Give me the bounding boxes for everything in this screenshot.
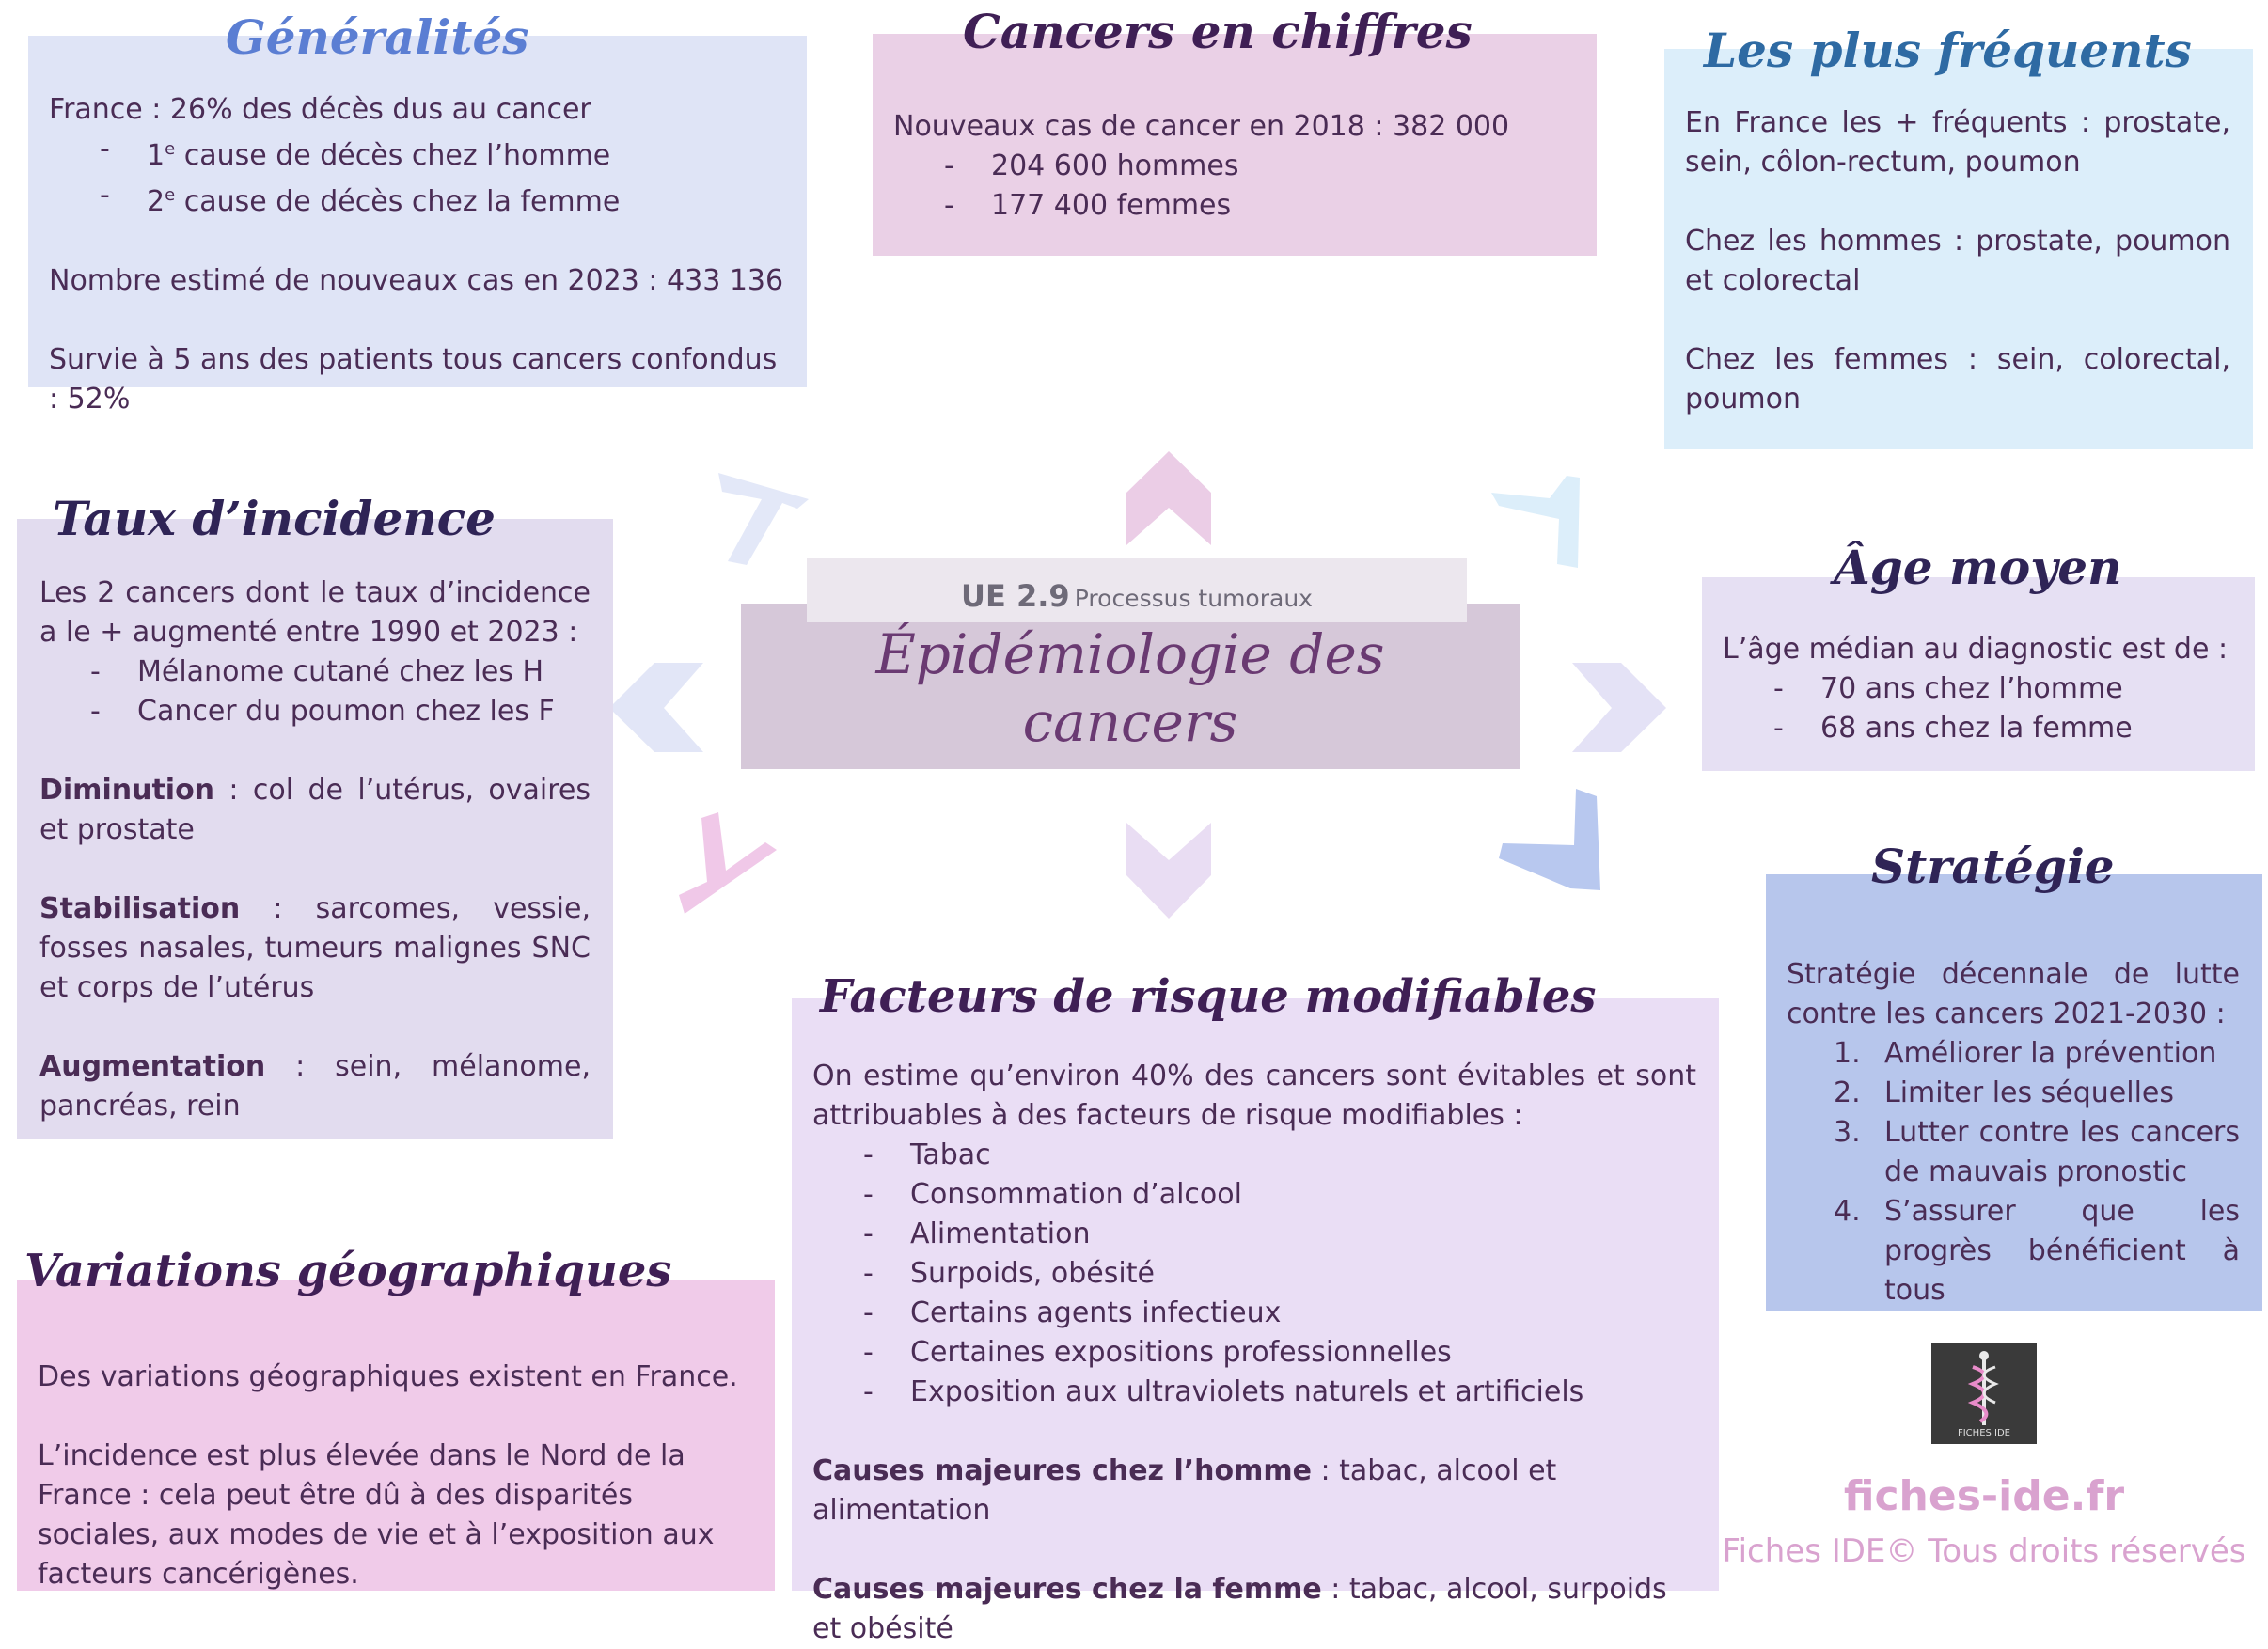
incidence-text (39, 573, 591, 1126)
center-title (741, 620, 1520, 756)
arrow-up-right-icon (1486, 470, 1589, 573)
generalites-line2: Nombre estimé de nouveaux cas en 2023 : 433 136 (49, 264, 784, 297)
generalites-text (49, 90, 792, 419)
site-name[interactable]: fiches-ide.fr (1843, 1472, 2125, 1520)
strategie-list (1787, 1034, 2240, 1311)
list-item: - Alimentation (812, 1215, 1696, 1254)
chiffres-text (893, 107, 1589, 226)
list-item: 3. Lutter contre les cancers de mauvais pronostic (1834, 1116, 2240, 1188)
facteurs-homme: Causes majeures chez l’homme : tabac, alcool et alimentation (812, 1454, 1557, 1527)
facteurs-title: Facteurs de risque modifiables (820, 970, 1597, 1023)
variations-text (38, 1358, 762, 1594)
incidence-p1: Les 2 cancers dont le taux d’incidence a le + augmenté entre 1990 et 2023 : (39, 576, 591, 649)
center-title-line1: Épidémiologie des (875, 622, 1385, 686)
facteurs-text (812, 1057, 1696, 1649)
fiches-ide-logo (1931, 1343, 2037, 1444)
list-item: - 1e cause de décès chez l’homme (49, 130, 792, 176)
arrow-down-right-icon (1495, 785, 1608, 898)
age-title: Âge moyen (1834, 540, 2122, 595)
list-item: 2. Limiter les séquelles (1834, 1076, 2175, 1109)
ue-code: UE 2.9 (961, 578, 1070, 614)
list-item: - Cancer du poumon chez les F (39, 692, 591, 731)
frequents-text (1685, 103, 2230, 419)
list-item: - Certaines expositions professionnelles (812, 1333, 1696, 1373)
caduceus-icon (1931, 1346, 2037, 1431)
list-item: - Tabac (812, 1136, 1696, 1175)
chiffres-line1: Nouveaux cas de cancer en 2018 : 382 000 (893, 110, 1510, 143)
incidence-diminution: Diminution : col de l’utérus, ovaires et prostate (39, 774, 591, 846)
age-text (1723, 630, 2249, 748)
frequents-p1: En France les + fréquents : prostate, sein, côlon-rectum, poumon (1685, 106, 2230, 179)
arrow-down-icon (1122, 813, 1216, 919)
chiffres-title: Cancers en chiffres (963, 4, 1473, 59)
list-item: 4. S’assurer que les progrès bénéficient à tous (1834, 1195, 2240, 1307)
chiffres-bullets (893, 147, 1589, 226)
strategie-intro: Stratégie décennale de lutte contre les cancers 2021-2030 : (1787, 958, 2240, 1030)
list-item: 1. Améliorer la prévention (1834, 1037, 2217, 1070)
list-item: - 70 ans chez l’homme (1723, 669, 2249, 709)
copyright: Fiches IDE© Tous droits réservés (1722, 1532, 2246, 1570)
list-item: - Consommation d’alcool (812, 1175, 1696, 1215)
center-title-line2: cancers (1022, 690, 1238, 754)
frequents-p3: Chez les femmes : sein, colorectal, poumon (1685, 343, 2230, 416)
arrow-up-left-icon (705, 465, 818, 569)
variations-p1: Des variations géographiques existent en France. (38, 1360, 738, 1393)
ue-subtitle: Processus tumoraux (1074, 585, 1313, 612)
arrow-up-icon (1122, 451, 1216, 555)
list-item: - 177 400 femmes (893, 186, 1589, 226)
generalites-title: Généralités (226, 9, 529, 65)
arrow-left-icon (609, 663, 713, 752)
list-item: - Mélanome cutané chez les H (39, 652, 591, 692)
frequents-p2: Chez les hommes : prostate, poumon et colorectal (1685, 225, 2230, 297)
list-item: - Surpoids, obésité (812, 1254, 1696, 1294)
arrow-down-left-icon (677, 809, 780, 921)
ue-banner (807, 558, 1467, 622)
incidence-title: Taux d’incidence (53, 491, 496, 546)
list-item: - 68 ans chez la femme (1723, 709, 2249, 748)
strategie-title: Stratégie (1871, 839, 2115, 894)
generalites-line1: France : 26% des décès dus au cancer (49, 93, 591, 126)
generalites-line3: Survie à 5 ans des patients tous cancers confondus : 52% (49, 343, 778, 416)
frequents-title: Les plus fréquents (1704, 23, 2192, 78)
incidence-stabilisation: Stabilisation : sarcomes, vessie, fosses nasales, tumeurs malignes SNC et corps de l’utérus (39, 892, 591, 1004)
logo-text: FICHES IDE (1957, 1428, 2010, 1438)
generalites-bullets (49, 130, 792, 222)
list-item: - 204 600 hommes (893, 147, 1589, 186)
list-item: - 2e cause de décès chez la femme (49, 176, 792, 222)
incidence-bullets (39, 652, 591, 731)
variations-title: Variations géographiques (24, 1245, 672, 1297)
facteurs-femme: Causes majeures chez la femme : tabac, alcool, surpoids et obésité (812, 1573, 1667, 1645)
facteurs-bullets (812, 1136, 1696, 1412)
strategie-text (1787, 955, 2240, 1311)
incidence-augmentation: Augmentation : sein, mélanome, pancréas, rein (39, 1050, 591, 1123)
list-item: - Certains agents infectieux (812, 1294, 1696, 1333)
age-line1: L’âge médian au diagnostic est de : (1723, 633, 2229, 666)
age-bullets (1723, 669, 2249, 748)
arrow-right-icon (1563, 663, 1666, 752)
list-item: - Exposition aux ultraviolets naturels et artificiels (812, 1373, 1696, 1412)
facteurs-intro: On estime qu’environ 40% des cancers sont évitables et sont attribuables à des facteurs de risque modifiables : (812, 1060, 1696, 1132)
variations-p2: L’incidence est plus élevée dans le Nord de la France : cela peut être dû à des disparités sociales, aux modes de vie et à l’exposition aux facteurs cancérigènes. (38, 1439, 715, 1591)
